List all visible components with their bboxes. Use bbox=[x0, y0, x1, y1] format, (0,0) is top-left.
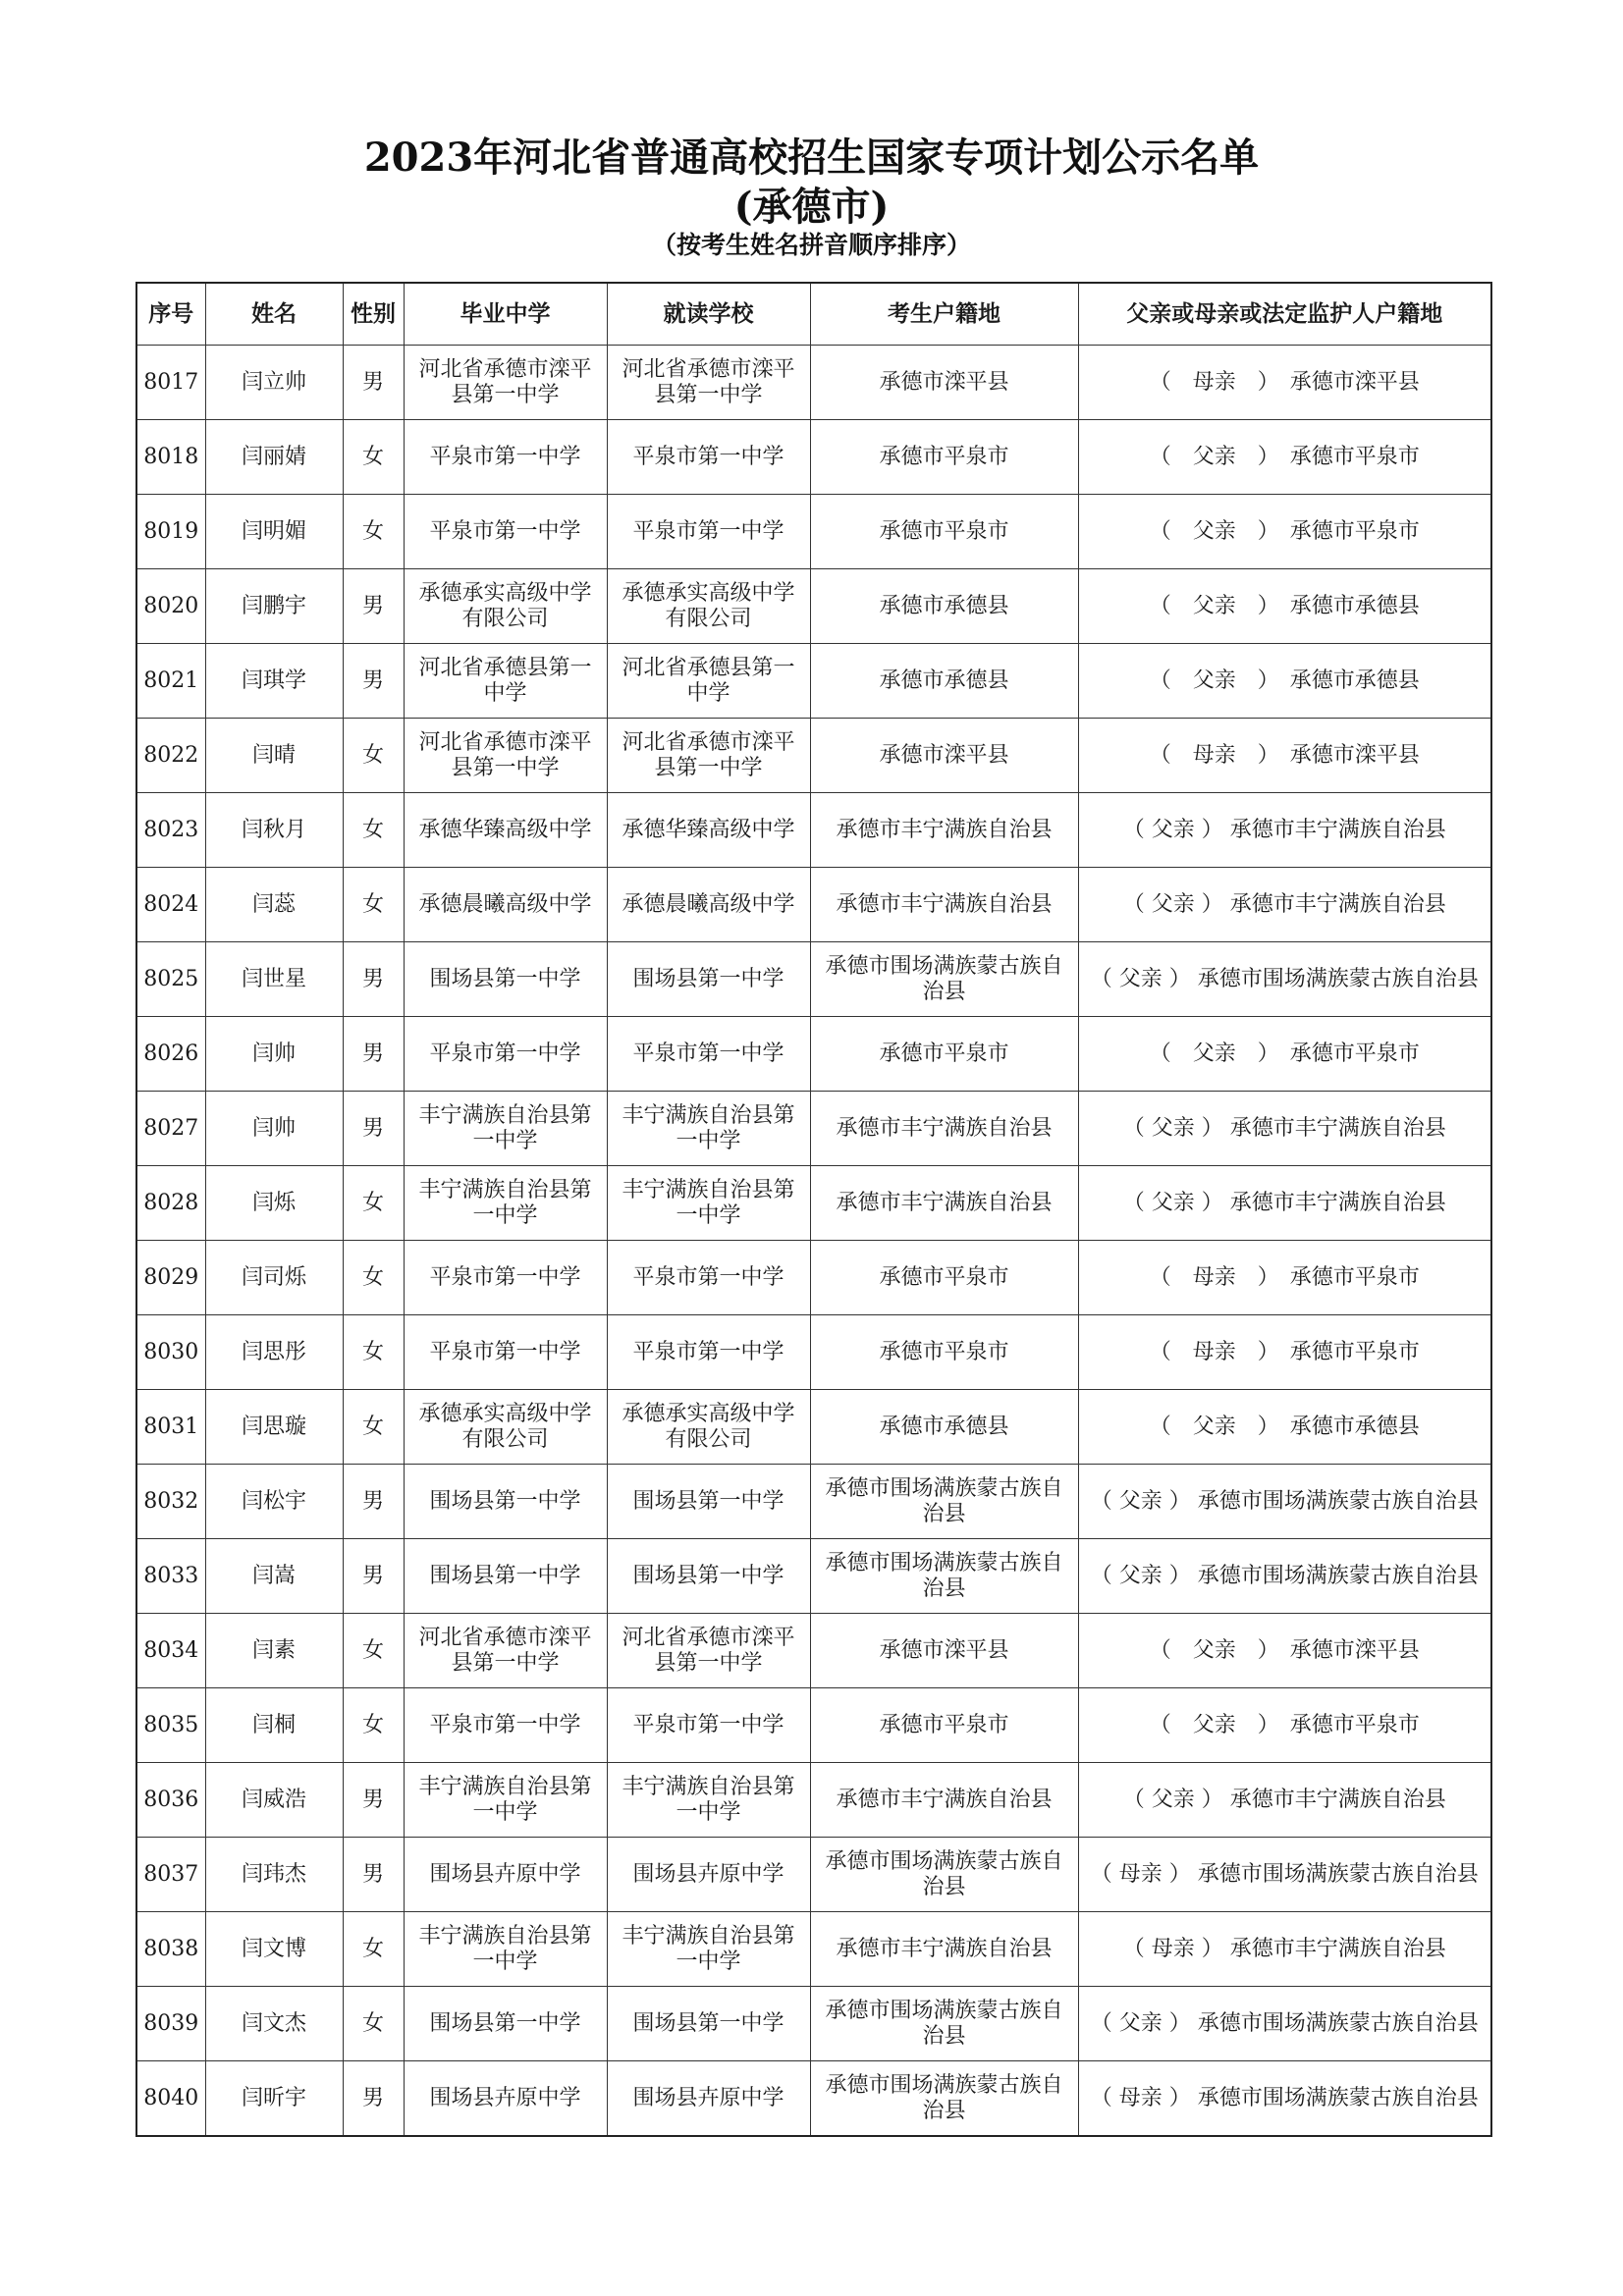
cell-index: 8017 bbox=[136, 346, 205, 420]
cell-grad-school: 河北省承德市滦平县第一中学 bbox=[404, 1614, 607, 1688]
cell-current-school: 河北省承德市滦平县第一中学 bbox=[607, 346, 810, 420]
cell-grad-school: 平泉市第一中学 bbox=[404, 1241, 607, 1315]
cell-current-school: 围场县第一中学 bbox=[607, 1465, 810, 1539]
cell-index: 8027 bbox=[136, 1092, 205, 1166]
cell-hukou: 承德市丰宁满族自治县 bbox=[810, 1166, 1078, 1241]
cell-name: 闫秋月 bbox=[205, 793, 343, 868]
cell-gender: 男 bbox=[343, 346, 404, 420]
table-row bbox=[136, 942, 1491, 1017]
cell-current-school: 平泉市第一中学 bbox=[607, 1017, 810, 1092]
table-row bbox=[136, 719, 1491, 793]
cell-current-school: 承德承实高级中学有限公司 bbox=[607, 1390, 810, 1465]
cell-name: 闫素 bbox=[205, 1614, 343, 1688]
cell-guardian-hukou: （ 父亲 ） 承德市滦平县 bbox=[1078, 1614, 1491, 1688]
cell-grad-school: 平泉市第一中学 bbox=[404, 1017, 607, 1092]
cell-index: 8038 bbox=[136, 1912, 205, 1987]
cell-hukou: 承德市平泉市 bbox=[810, 1017, 1078, 1092]
cell-index: 8032 bbox=[136, 1465, 205, 1539]
cell-name: 闫松宇 bbox=[205, 1465, 343, 1539]
cell-guardian-hukou: （ 父亲 ） 承德市丰宁满族自治县 bbox=[1078, 1166, 1491, 1241]
table-row bbox=[136, 1241, 1491, 1315]
cell-name: 闫文博 bbox=[205, 1912, 343, 1987]
cell-name: 闫帅 bbox=[205, 1017, 343, 1092]
header-gender: 性别 bbox=[343, 283, 404, 346]
table-row bbox=[136, 1315, 1491, 1390]
cell-grad-school: 围场县第一中学 bbox=[404, 1539, 607, 1614]
cell-grad-school: 围场县卉原中学 bbox=[404, 2061, 607, 2137]
cell-index: 8018 bbox=[136, 420, 205, 495]
roster-table bbox=[135, 282, 1492, 2137]
cell-hukou: 承德市承德县 bbox=[810, 644, 1078, 719]
header-guardian-hukou: 父亲或母亲或法定监护人户籍地 bbox=[1078, 283, 1491, 346]
cell-name: 闫文杰 bbox=[205, 1987, 343, 2061]
table-row bbox=[136, 1614, 1491, 1688]
cell-grad-school: 河北省承德市滦平县第一中学 bbox=[404, 719, 607, 793]
cell-index: 8020 bbox=[136, 569, 205, 644]
cell-grad-school: 平泉市第一中学 bbox=[404, 1688, 607, 1763]
cell-guardian-hukou: （ 父亲 ） 承德市围场满族蒙古族自治县 bbox=[1078, 1987, 1491, 2061]
cell-guardian-hukou: （ 母亲 ） 承德市平泉市 bbox=[1078, 1241, 1491, 1315]
cell-grad-school: 丰宁满族自治县第一中学 bbox=[404, 1763, 607, 1838]
cell-index: 8024 bbox=[136, 868, 205, 942]
table-row bbox=[136, 1763, 1491, 1838]
header-hukou: 考生户籍地 bbox=[810, 283, 1078, 346]
table-row bbox=[136, 1465, 1491, 1539]
cell-gender: 女 bbox=[343, 1614, 404, 1688]
cell-grad-school: 丰宁满族自治县第一中学 bbox=[404, 1166, 607, 1241]
cell-hukou: 承德市承德县 bbox=[810, 1390, 1078, 1465]
cell-current-school: 平泉市第一中学 bbox=[607, 495, 810, 569]
cell-guardian-hukou: （ 母亲 ） 承德市平泉市 bbox=[1078, 1315, 1491, 1390]
cell-hukou: 承德市平泉市 bbox=[810, 495, 1078, 569]
cell-gender: 女 bbox=[343, 1315, 404, 1390]
cell-name: 闫丽婧 bbox=[205, 420, 343, 495]
table-row bbox=[136, 569, 1491, 644]
cell-gender: 男 bbox=[343, 1539, 404, 1614]
cell-grad-school: 承德华臻高级中学 bbox=[404, 793, 607, 868]
table-row bbox=[136, 495, 1491, 569]
cell-index: 8026 bbox=[136, 1017, 205, 1092]
cell-name: 闫昕宇 bbox=[205, 2061, 343, 2137]
header-name: 姓名 bbox=[205, 283, 343, 346]
cell-gender: 女 bbox=[343, 1241, 404, 1315]
cell-current-school: 围场县第一中学 bbox=[607, 1987, 810, 2061]
cell-index: 8035 bbox=[136, 1688, 205, 1763]
cell-hukou: 承德市丰宁满族自治县 bbox=[810, 1763, 1078, 1838]
table-row bbox=[136, 1838, 1491, 1912]
cell-guardian-hukou: （ 母亲 ） 承德市滦平县 bbox=[1078, 719, 1491, 793]
cell-gender: 女 bbox=[343, 1987, 404, 2061]
cell-guardian-hukou: （ 父亲 ） 承德市丰宁满族自治县 bbox=[1078, 868, 1491, 942]
cell-grad-school: 平泉市第一中学 bbox=[404, 420, 607, 495]
cell-guardian-hukou: （ 父亲 ） 承德市平泉市 bbox=[1078, 1017, 1491, 1092]
header-index: 序号 bbox=[136, 283, 205, 346]
cell-name: 闫明媚 bbox=[205, 495, 343, 569]
header-current-school: 就读学校 bbox=[607, 283, 810, 346]
cell-grad-school: 承德承实高级中学有限公司 bbox=[404, 569, 607, 644]
cell-name: 闫蕊 bbox=[205, 868, 343, 942]
cell-gender: 女 bbox=[343, 1390, 404, 1465]
cell-name: 闫思璇 bbox=[205, 1390, 343, 1465]
cell-gender: 男 bbox=[343, 1465, 404, 1539]
cell-gender: 女 bbox=[343, 868, 404, 942]
cell-grad-school: 河北省承德县第一中学 bbox=[404, 644, 607, 719]
cell-gender: 男 bbox=[343, 569, 404, 644]
cell-name: 闫世星 bbox=[205, 942, 343, 1017]
cell-index: 8031 bbox=[136, 1390, 205, 1465]
cell-hukou: 承德市围场满族蒙古族自治县 bbox=[810, 942, 1078, 1017]
cell-guardian-hukou: （ 父亲 ） 承德市丰宁满族自治县 bbox=[1078, 793, 1491, 868]
table-row bbox=[136, 1166, 1491, 1241]
cell-guardian-hukou: （ 父亲 ） 承德市丰宁满族自治县 bbox=[1078, 1763, 1491, 1838]
cell-grad-school: 承德承实高级中学有限公司 bbox=[404, 1390, 607, 1465]
cell-gender: 女 bbox=[343, 719, 404, 793]
cell-gender: 男 bbox=[343, 2061, 404, 2137]
table-row bbox=[136, 1092, 1491, 1166]
cell-index: 8030 bbox=[136, 1315, 205, 1390]
cell-gender: 男 bbox=[343, 942, 404, 1017]
cell-guardian-hukou: （ 父亲 ） 承德市平泉市 bbox=[1078, 495, 1491, 569]
cell-guardian-hukou: （ 父亲 ） 承德市丰宁满族自治县 bbox=[1078, 1092, 1491, 1166]
cell-current-school: 河北省承德县第一中学 bbox=[607, 644, 810, 719]
cell-name: 闫烁 bbox=[205, 1166, 343, 1241]
cell-hukou: 承德市滦平县 bbox=[810, 1614, 1078, 1688]
cell-grad-school: 平泉市第一中学 bbox=[404, 1315, 607, 1390]
cell-grad-school: 丰宁满族自治县第一中学 bbox=[404, 1912, 607, 1987]
cell-current-school: 围场县卉原中学 bbox=[607, 2061, 810, 2137]
cell-current-school: 围场县第一中学 bbox=[607, 942, 810, 1017]
cell-guardian-hukou: （ 父亲 ） 承德市平泉市 bbox=[1078, 420, 1491, 495]
cell-hukou: 承德市平泉市 bbox=[810, 1688, 1078, 1763]
cell-grad-school: 河北省承德市滦平县第一中学 bbox=[404, 346, 607, 420]
table-row bbox=[136, 1987, 1491, 2061]
cell-grad-school: 丰宁满族自治县第一中学 bbox=[404, 1092, 607, 1166]
document-city: (承德市) bbox=[733, 184, 890, 230]
cell-guardian-hukou: （ 父亲 ） 承德市围场满族蒙古族自治县 bbox=[1078, 1539, 1491, 1614]
cell-index: 8021 bbox=[136, 644, 205, 719]
document-sort-note: （按考生姓名拼音顺序排序） bbox=[651, 231, 971, 259]
cell-index: 8019 bbox=[136, 495, 205, 569]
cell-guardian-hukou: （ 母亲 ） 承德市围场满族蒙古族自治县 bbox=[1078, 2061, 1491, 2137]
cell-hukou: 承德市滦平县 bbox=[810, 346, 1078, 420]
cell-gender: 女 bbox=[343, 1688, 404, 1763]
table-body bbox=[136, 346, 1491, 2137]
table-row bbox=[136, 868, 1491, 942]
cell-guardian-hukou: （ 父亲 ） 承德市围场满族蒙古族自治县 bbox=[1078, 942, 1491, 1017]
cell-current-school: 承德承实高级中学有限公司 bbox=[607, 569, 810, 644]
cell-name: 闫帅 bbox=[205, 1092, 343, 1166]
table-row bbox=[136, 346, 1491, 420]
cell-grad-school: 围场县卉原中学 bbox=[404, 1838, 607, 1912]
cell-gender: 男 bbox=[343, 644, 404, 719]
document-title: 2023年河北省普通高校招生国家专项计划公示名单 bbox=[363, 134, 1260, 181]
cell-current-school: 围场县卉原中学 bbox=[607, 1838, 810, 1912]
cell-current-school: 丰宁满族自治县第一中学 bbox=[607, 1763, 810, 1838]
cell-gender: 男 bbox=[343, 1763, 404, 1838]
table-row bbox=[136, 793, 1491, 868]
cell-index: 8034 bbox=[136, 1614, 205, 1688]
cell-index: 8036 bbox=[136, 1763, 205, 1838]
cell-current-school: 丰宁满族自治县第一中学 bbox=[607, 1912, 810, 1987]
cell-current-school: 围场县第一中学 bbox=[607, 1539, 810, 1614]
cell-guardian-hukou: （ 母亲 ） 承德市滦平县 bbox=[1078, 346, 1491, 420]
cell-gender: 女 bbox=[343, 420, 404, 495]
cell-name: 闫玮杰 bbox=[205, 1838, 343, 1912]
cell-current-school: 丰宁满族自治县第一中学 bbox=[607, 1092, 810, 1166]
cell-gender: 女 bbox=[343, 495, 404, 569]
cell-gender: 女 bbox=[343, 1912, 404, 1987]
cell-name: 闫桐 bbox=[205, 1688, 343, 1763]
cell-current-school: 平泉市第一中学 bbox=[607, 1241, 810, 1315]
cell-hukou: 承德市平泉市 bbox=[810, 420, 1078, 495]
cell-hukou: 承德市滦平县 bbox=[810, 719, 1078, 793]
cell-hukou: 承德市丰宁满族自治县 bbox=[810, 1092, 1078, 1166]
cell-index: 8039 bbox=[136, 1987, 205, 2061]
cell-hukou: 承德市丰宁满族自治县 bbox=[810, 868, 1078, 942]
cell-index: 8033 bbox=[136, 1539, 205, 1614]
cell-name: 闫嵩 bbox=[205, 1539, 343, 1614]
cell-gender: 男 bbox=[343, 1092, 404, 1166]
cell-hukou: 承德市围场满族蒙古族自治县 bbox=[810, 1539, 1078, 1614]
cell-index: 8037 bbox=[136, 1838, 205, 1912]
cell-index: 8028 bbox=[136, 1166, 205, 1241]
cell-guardian-hukou: （ 父亲 ） 承德市承德县 bbox=[1078, 1390, 1491, 1465]
cell-hukou: 承德市承德县 bbox=[810, 569, 1078, 644]
cell-guardian-hukou: （ 父亲 ） 承德市承德县 bbox=[1078, 644, 1491, 719]
table-header-row bbox=[136, 283, 1491, 346]
cell-grad-school: 围场县第一中学 bbox=[404, 1987, 607, 2061]
cell-guardian-hukou: （ 母亲 ） 承德市围场满族蒙古族自治县 bbox=[1078, 1838, 1491, 1912]
table-row bbox=[136, 644, 1491, 719]
cell-name: 闫晴 bbox=[205, 719, 343, 793]
cell-hukou: 承德市围场满族蒙古族自治县 bbox=[810, 1465, 1078, 1539]
cell-hukou: 承德市平泉市 bbox=[810, 1241, 1078, 1315]
cell-current-school: 平泉市第一中学 bbox=[607, 420, 810, 495]
cell-grad-school: 围场县第一中学 bbox=[404, 942, 607, 1017]
cell-hukou: 承德市围场满族蒙古族自治县 bbox=[810, 2061, 1078, 2137]
cell-current-school: 河北省承德市滦平县第一中学 bbox=[607, 719, 810, 793]
cell-name: 闫立帅 bbox=[205, 346, 343, 420]
cell-guardian-hukou: （ 父亲 ） 承德市平泉市 bbox=[1078, 1688, 1491, 1763]
cell-name: 闫琪学 bbox=[205, 644, 343, 719]
cell-guardian-hukou: （ 父亲 ） 承德市围场满族蒙古族自治县 bbox=[1078, 1465, 1491, 1539]
cell-index: 8025 bbox=[136, 942, 205, 1017]
cell-grad-school: 平泉市第一中学 bbox=[404, 495, 607, 569]
cell-gender: 女 bbox=[343, 793, 404, 868]
table-row bbox=[136, 1390, 1491, 1465]
cell-index: 8040 bbox=[136, 2061, 205, 2137]
cell-hukou: 承德市围场满族蒙古族自治县 bbox=[810, 1838, 1078, 1912]
cell-gender: 女 bbox=[343, 1166, 404, 1241]
cell-index: 8029 bbox=[136, 1241, 205, 1315]
cell-current-school: 承德华臻高级中学 bbox=[607, 793, 810, 868]
cell-hukou: 承德市丰宁满族自治县 bbox=[810, 793, 1078, 868]
cell-grad-school: 承德晨曦高级中学 bbox=[404, 868, 607, 942]
cell-hukou: 承德市平泉市 bbox=[810, 1315, 1078, 1390]
cell-hukou: 承德市围场满族蒙古族自治县 bbox=[810, 1987, 1078, 2061]
cell-index: 8023 bbox=[136, 793, 205, 868]
cell-gender: 男 bbox=[343, 1017, 404, 1092]
table-row bbox=[136, 1912, 1491, 1987]
cell-current-school: 河北省承德市滦平县第一中学 bbox=[607, 1614, 810, 1688]
cell-current-school: 平泉市第一中学 bbox=[607, 1688, 810, 1763]
table-row bbox=[136, 1688, 1491, 1763]
cell-gender: 男 bbox=[343, 1838, 404, 1912]
cell-name: 闫司烁 bbox=[205, 1241, 343, 1315]
cell-current-school: 承德晨曦高级中学 bbox=[607, 868, 810, 942]
cell-guardian-hukou: （ 母亲 ） 承德市丰宁满族自治县 bbox=[1078, 1912, 1491, 1987]
cell-name: 闫鹏宇 bbox=[205, 569, 343, 644]
table-row bbox=[136, 420, 1491, 495]
cell-guardian-hukou: （ 父亲 ） 承德市承德县 bbox=[1078, 569, 1491, 644]
cell-name: 闫思彤 bbox=[205, 1315, 343, 1390]
cell-current-school: 丰宁满族自治县第一中学 bbox=[607, 1166, 810, 1241]
table-row bbox=[136, 1017, 1491, 1092]
header-grad-school: 毕业中学 bbox=[404, 283, 607, 346]
cell-hukou: 承德市丰宁满族自治县 bbox=[810, 1912, 1078, 1987]
cell-name: 闫威浩 bbox=[205, 1763, 343, 1838]
table-row bbox=[136, 1539, 1491, 1614]
cell-index: 8022 bbox=[136, 719, 205, 793]
cell-current-school: 平泉市第一中学 bbox=[607, 1315, 810, 1390]
table-row bbox=[136, 2061, 1491, 2137]
cell-grad-school: 围场县第一中学 bbox=[404, 1465, 607, 1539]
